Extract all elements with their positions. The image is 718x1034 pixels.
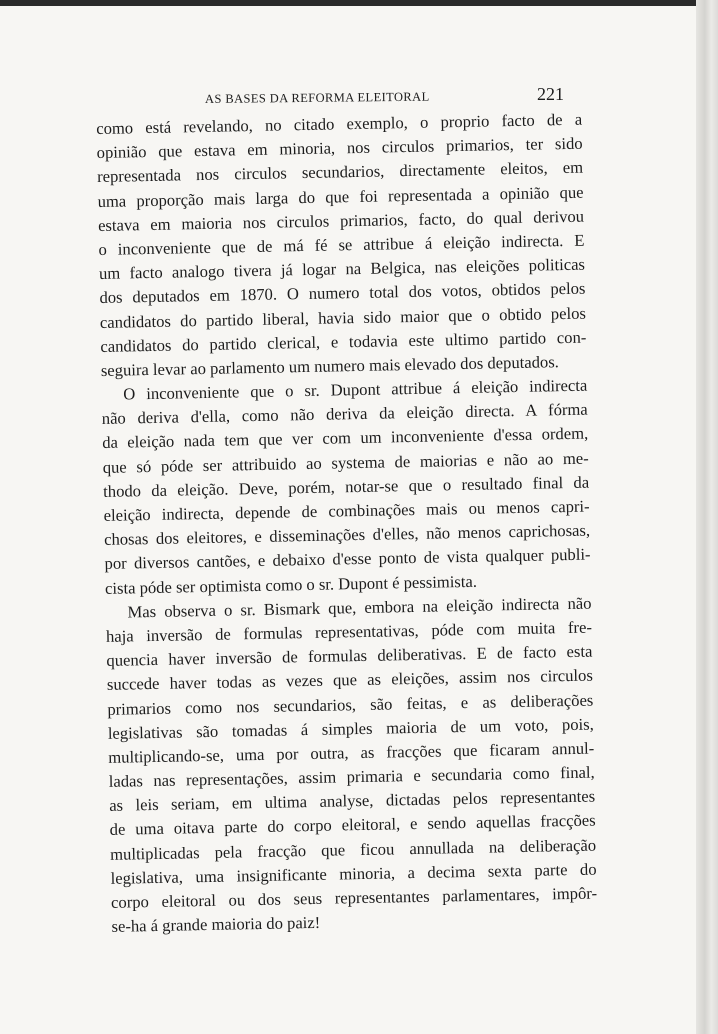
text-line: corpo eleitoral ou dos seus representantes parlamentares, impôr- (110, 883, 598, 912)
text-line: representada nos circulos secundarios, directamente eleitos, em (96, 158, 584, 187)
text-line: que só póde ser attribuido ao systema de maiorias e não ao me- (102, 448, 589, 477)
text-line: eleição indirecta, depende de combinações mais ou menos capri- (103, 496, 590, 525)
text-line: dos deputados em 1870. O numero total dos votos, obtidos pelos (99, 278, 586, 308)
text-line: thodo da eleição. Deve, porém, notar-se que o resultado final da (103, 472, 590, 501)
paragraph-start-line: O inconveniente que o sr. Dupont attribue á eleição indirecta (123, 375, 588, 404)
running-header-title: AS BASES DA REFORMA ELEITORAL (204, 89, 430, 106)
scan-right-edge (696, 0, 718, 1034)
text-line: primarios como nos secundarios, são feitas, e as deliberações (107, 690, 594, 719)
text-line: succede haver todas as vezes que as eleições, assim nos circulos (106, 665, 593, 695)
text-line: como está revelando, no citado exemplo, o proprio facto de a (96, 109, 583, 138)
text-line: não deriva d'ella, como não deriva da eleição directa. A fórma (101, 399, 588, 429)
text-line: da eleição nada tem que ver com um inconveniente d'essa ordem, (102, 424, 589, 453)
text-line: por diversos cantões, e debaixo d'esse ponto de vista qualquer publi- (104, 544, 591, 574)
text-line: opinião que estava em minoria, nos circulos primarios, ter sido (96, 133, 583, 163)
body-text (96, 108, 598, 940)
page-number: 221 (537, 84, 564, 104)
text-line: um facto analogo tivera já logar na Belgica, nas eleições politicas (98, 254, 586, 284)
text-line: multiplicadas pela fracção que ficou annullada na deliberação (109, 835, 597, 864)
text-line: uma proporção mais larga do que foi representada a opinião que (97, 182, 584, 211)
text-line: seguira levar ao parlamento um numero mais elevado dos deputados. (100, 352, 559, 380)
text-line: candidatos do partido clerical, e todavia este ultimo partido con- (100, 327, 587, 356)
paragraph-start-line: Mas observa o sr. Bismark que, embora na eleição indirecta não (127, 593, 592, 622)
text-line: legislativas são tomadas á simples maioria de um voto, pois, (107, 714, 594, 743)
text-line: candidatos do partido liberal, havia sido maior que o obtido pelos (99, 303, 587, 332)
text-line: legislativa, uma insignificante minoria, a decima sexta parte do (110, 859, 597, 888)
text-line: se-ha á grande maioria do paiz! (111, 913, 321, 937)
text-line: chosas dos eleitores, e disseminações d'elles, não menos caprichosas, (103, 520, 591, 550)
text-line: estava em maioria nos circulos primarios, facto, do qual derivou (97, 206, 585, 235)
text-line: haja inversão de formulas representativas, póde com muita fre- (105, 617, 593, 646)
text-line: cista póde ser optimista como o sr. Dupont é pessimista. (104, 571, 478, 598)
text-line: o inconveniente que de má fé se attribue á eleição indirecta. E (98, 230, 585, 259)
text-line: ladas nas representações, assim primaria e secundaria como final, (108, 762, 595, 791)
text-line: quencia haver inversão de formulas deliberativas. E de facto esta (106, 641, 593, 671)
text-line: de uma oitava parte do corpo eleitoral, e sendo aquellas fracções (109, 810, 596, 840)
text-line: multiplicando-se, uma por outra, as fracções que ficaram annul- (108, 738, 595, 767)
text-line: as leis seriam, em ultima analyse, dictadas pelos representantes (109, 786, 596, 816)
